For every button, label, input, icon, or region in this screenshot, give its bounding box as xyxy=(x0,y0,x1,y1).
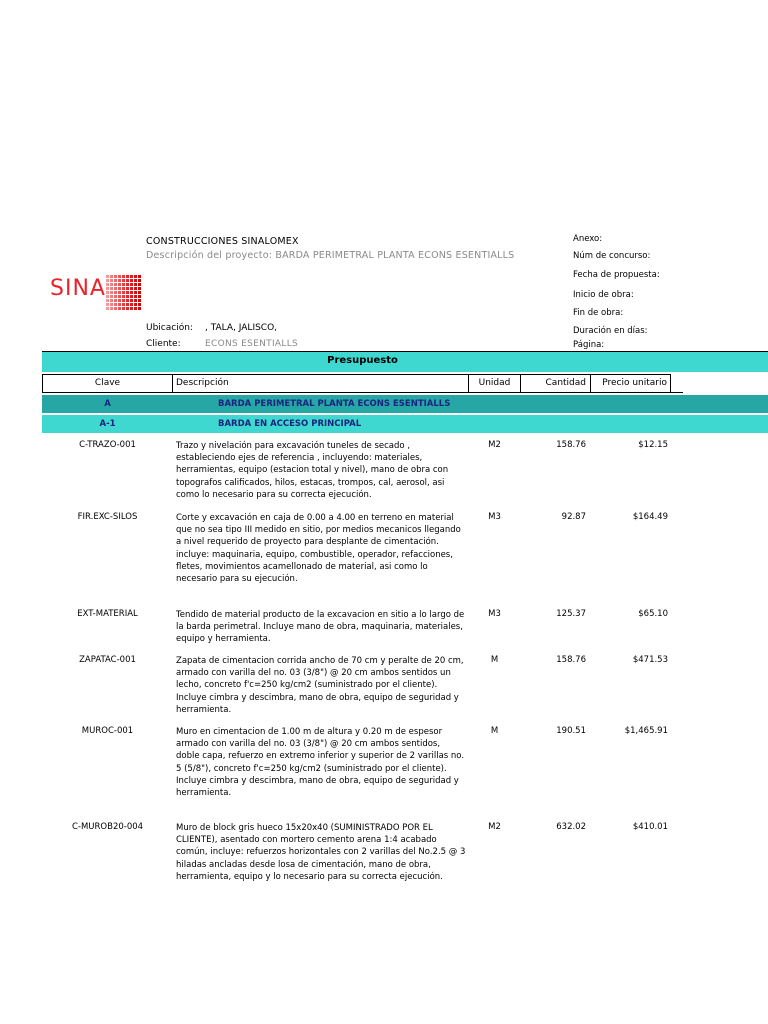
row-descripcion: Muro de block gris hueco 15x20x40 (SUMINISTRADO POR EL CLIENTE), asentado con mortero cemento arena 1:4 acabado común, incluye: refuerzos horizontales con 2 varillas del No.2.5 @ 3 hiladas ancladas desde losa de cimentación, mano de obra, herramienta, equipo y lo necesario para su correcta ejecución. xyxy=(176,823,466,882)
row-unidad: M2 xyxy=(488,440,501,450)
row-cantidad: 632.02 xyxy=(556,822,586,832)
row-cantidad: 190.51 xyxy=(556,726,586,736)
row-unidad: M xyxy=(490,655,499,665)
client-label: Cliente: xyxy=(146,339,181,349)
group-key: A xyxy=(104,399,111,409)
row-unidad: M3 xyxy=(488,609,501,619)
row-descripcion: Corte y excavación en caja de 0.00 a 4.00 en terreno en material que no sea tipo III medido en sitio, por medios mecanicos llegando a nivel requerido de proyecto para desplante de cimentación. incluye: maquinaria, equipo, combustible, operador, refacciones, fletes, movimientos acamellonado de material, asi como lo necesario para su ejecución. xyxy=(176,513,461,585)
row-precio: $1,465.91 xyxy=(624,726,668,736)
row-precio: $164.49 xyxy=(632,512,668,522)
sina-logo xyxy=(46,274,142,310)
budget-title: Presupuesto xyxy=(327,355,398,366)
subgroup-row xyxy=(42,415,768,433)
client-value: ECONS ESENTIALLS xyxy=(205,339,299,349)
row-unidad: M xyxy=(490,726,499,736)
row-descripcion: Zapata de cimentacion corrida ancho de 70 cm y peralte de 20 cm, armado con varilla del no. 03 (3/8") @ 20 cm ambos sentidos un lecho, concreto f'c=250 kg/cm2 (suministrado por el cliente). Incluye cimbra y descimbra, mano de obra, equipo de seguridad y herramienta. xyxy=(176,656,464,715)
project-label: Descripción del proyecto: xyxy=(146,250,273,261)
company-name: CONSTRUCCIONES SINALOMEX xyxy=(146,236,299,247)
row-clave: FIR.EXC-SILOS xyxy=(77,512,138,522)
row-descripcion: Trazo y nivelación para excavación tuneles de secado , estableciendo ejes de referencia , incluyendo: materiales, herramientas, equipo (estacion total y nivel), mano de obra con topografos calificados, hilos, estacas, trompos, cal, aerosol, asi como lo necesario para su correcta ejecución. xyxy=(176,441,449,500)
anexo-label: Anexo: xyxy=(573,234,603,244)
col-cantidad: Cantidad xyxy=(520,374,591,393)
col-clave: Clave xyxy=(42,374,173,393)
table-header xyxy=(0,374,768,393)
col-descripcion: Descripción xyxy=(172,374,469,393)
row-clave: ZAPATAC-001 xyxy=(79,655,136,665)
row-cantidad: 158.76 xyxy=(556,655,586,665)
row-clave: EXT-MATERIAL xyxy=(77,609,138,619)
row-unidad: M2 xyxy=(488,822,501,832)
fecha-propuesta-label: Fecha de propuesta: xyxy=(573,270,660,280)
row-cantidad: 125.37 xyxy=(556,609,586,619)
subgroup-key: A-1 xyxy=(99,419,116,429)
logo-text: SINA xyxy=(50,276,106,301)
row-precio: $65.10 xyxy=(638,609,668,619)
row-cantidad: 92.87 xyxy=(561,512,586,522)
subgroup-label: BARDA EN ACCESO PRINCIPAL xyxy=(218,419,362,429)
row-clave: C-TRAZO-001 xyxy=(79,440,136,450)
header-rule xyxy=(42,392,683,393)
row-descripcion: Muro en cimentacion de 1.00 m de altura y 0.20 m de espesor armado con varilla del no. 03 (3/8") @ 20 cm ambos sentidos, doble capa, refuerzo en extremo inferior y superior de 2 varillas no. 5 (5/8"), concreto f'c=250 kg/cm2 (suministrado por el cliente). Incluye cimbra y descimbra, mano de obra, equipo de seguridad y herramienta. xyxy=(176,727,465,799)
fin-obra-label: Fin de obra: xyxy=(573,308,624,318)
row-clave: C-MUROB20-004 xyxy=(71,822,144,832)
group-label: BARDA PERIMETRAL PLANTA ECONS ESENTIALLS xyxy=(218,399,451,409)
pagina-label: Página: xyxy=(573,340,605,350)
row-descripcion: Tendido de material producto de la excavacion en sitio a lo largo de la barda perimetral. Incluye mano de obra, maquinaria, materiales, equipo y herramienta. xyxy=(176,610,465,645)
location-value: , TALA, JALISCO, xyxy=(205,323,278,333)
duracion-label: Duración en días: xyxy=(573,326,648,336)
concurso-label: Núm de concurso: xyxy=(573,251,651,261)
location-label: Ubicación: xyxy=(146,323,193,333)
col-unidad: Unidad xyxy=(468,374,521,393)
budget-title-bar xyxy=(42,351,768,372)
row-clave: MUROC-001 xyxy=(81,726,134,736)
logo-grid-icon xyxy=(106,274,142,310)
col-precio: Precio unitario xyxy=(590,374,671,393)
project-description xyxy=(146,250,514,261)
group-row xyxy=(42,395,768,413)
row-precio: $12.15 xyxy=(638,440,668,450)
row-precio: $471.53 xyxy=(632,655,668,665)
inicio-obra-label: Inicio de obra: xyxy=(573,290,634,300)
row-precio: $410.01 xyxy=(632,822,668,832)
project-value: BARDA PERIMETRAL PLANTA ECONS ESENTIALLS xyxy=(275,250,515,261)
row-cantidad: 158.76 xyxy=(556,440,586,450)
row-unidad: M3 xyxy=(488,512,501,522)
